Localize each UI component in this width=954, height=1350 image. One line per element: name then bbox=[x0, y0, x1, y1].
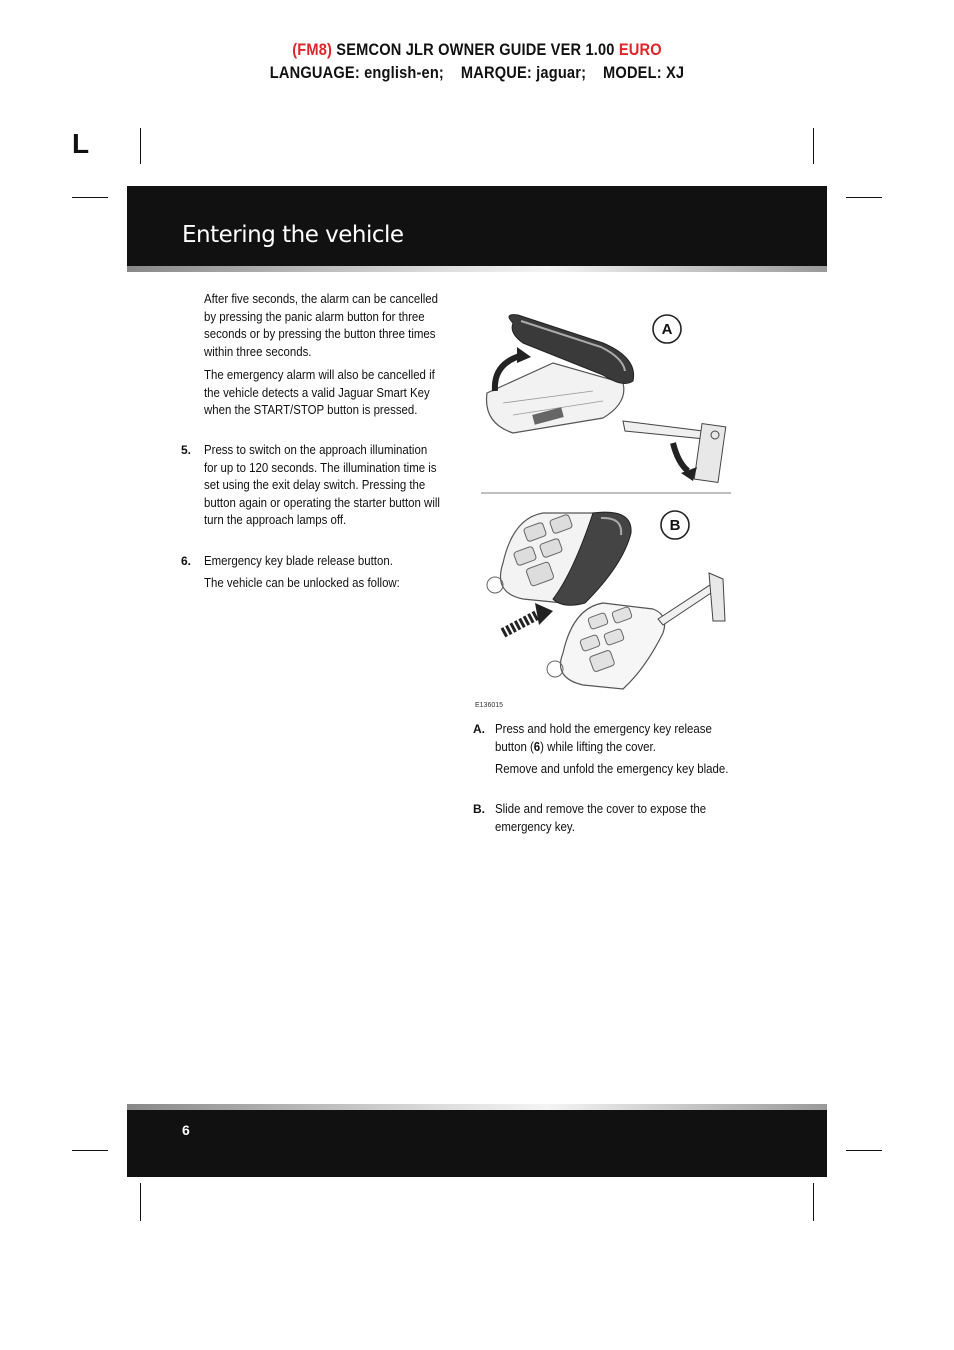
list-number: 5. bbox=[181, 443, 192, 457]
crop-mark bbox=[72, 197, 108, 198]
section-title-bar bbox=[127, 186, 827, 266]
crop-mark bbox=[813, 1183, 814, 1221]
key-fob-illustration bbox=[473, 303, 735, 713]
bold-reference: 6 bbox=[533, 738, 541, 754]
crop-mark bbox=[72, 1150, 108, 1151]
document-header-line1 bbox=[67, 40, 887, 60]
list-number: A. bbox=[473, 722, 485, 736]
footer-gradient bbox=[127, 1104, 827, 1110]
crop-mark bbox=[813, 128, 814, 164]
text-span: ) while lifting the cover. bbox=[540, 738, 656, 754]
paragraph: The vehicle can be unlocked as follow: bbox=[204, 575, 400, 590]
header-suffix: EURO bbox=[618, 40, 662, 59]
list-number: 6. bbox=[181, 554, 192, 568]
header-main: SEMCON JLR OWNER GUIDE VER 1.00 bbox=[332, 40, 619, 59]
list-item-text: Emergency key blade release button. bbox=[204, 553, 393, 568]
crop-mark bbox=[140, 128, 141, 164]
list-item-text: Press to switch on the approach illumination for up to 120 seconds. The illumination time is set using the exit delay switch. Pressing the button again or operating the starter button will turn the approach lamps off. bbox=[204, 442, 440, 528]
crop-mark bbox=[846, 1150, 882, 1151]
paragraph: After five seconds, the alarm can be cancelled by pressing the panic alarm button for three seconds or by pressing the button three times within three seconds. bbox=[204, 291, 439, 359]
crop-mark bbox=[140, 1183, 141, 1221]
figure-code: E136015 bbox=[475, 702, 504, 709]
list-item-text: Slide and remove the cover to expose the emergency key. bbox=[495, 801, 707, 834]
list-item-text bbox=[495, 720, 734, 755]
page-number: 6 bbox=[182, 1122, 190, 1138]
list-number: B. bbox=[473, 802, 485, 816]
footer-bar bbox=[127, 1110, 827, 1177]
panel-a-illustration bbox=[487, 315, 726, 483]
header-prefix: (FM8) bbox=[292, 40, 333, 59]
side-letter: L bbox=[72, 128, 90, 159]
title-bar-gradient bbox=[127, 266, 827, 272]
document-header-line2: LANGUAGE: english-en; MARQUE: jaguar; MODEL: XJ bbox=[269, 63, 685, 82]
crop-mark bbox=[846, 197, 882, 198]
panel-b-illustration bbox=[487, 511, 725, 689]
paragraph: Remove and unfold the emergency key blade. bbox=[495, 761, 729, 776]
text-span: Press and hold the emergency key release button ( bbox=[495, 721, 712, 754]
panel-a-label: A bbox=[661, 321, 673, 338]
section-title: Entering the vehicle bbox=[182, 222, 404, 248]
paragraph: The emergency alarm will also be cancelled if the vehicle detects a valid Jaguar Smart Key when the START/STOP button is pressed. bbox=[204, 367, 435, 418]
panel-b-label: B bbox=[669, 517, 681, 534]
